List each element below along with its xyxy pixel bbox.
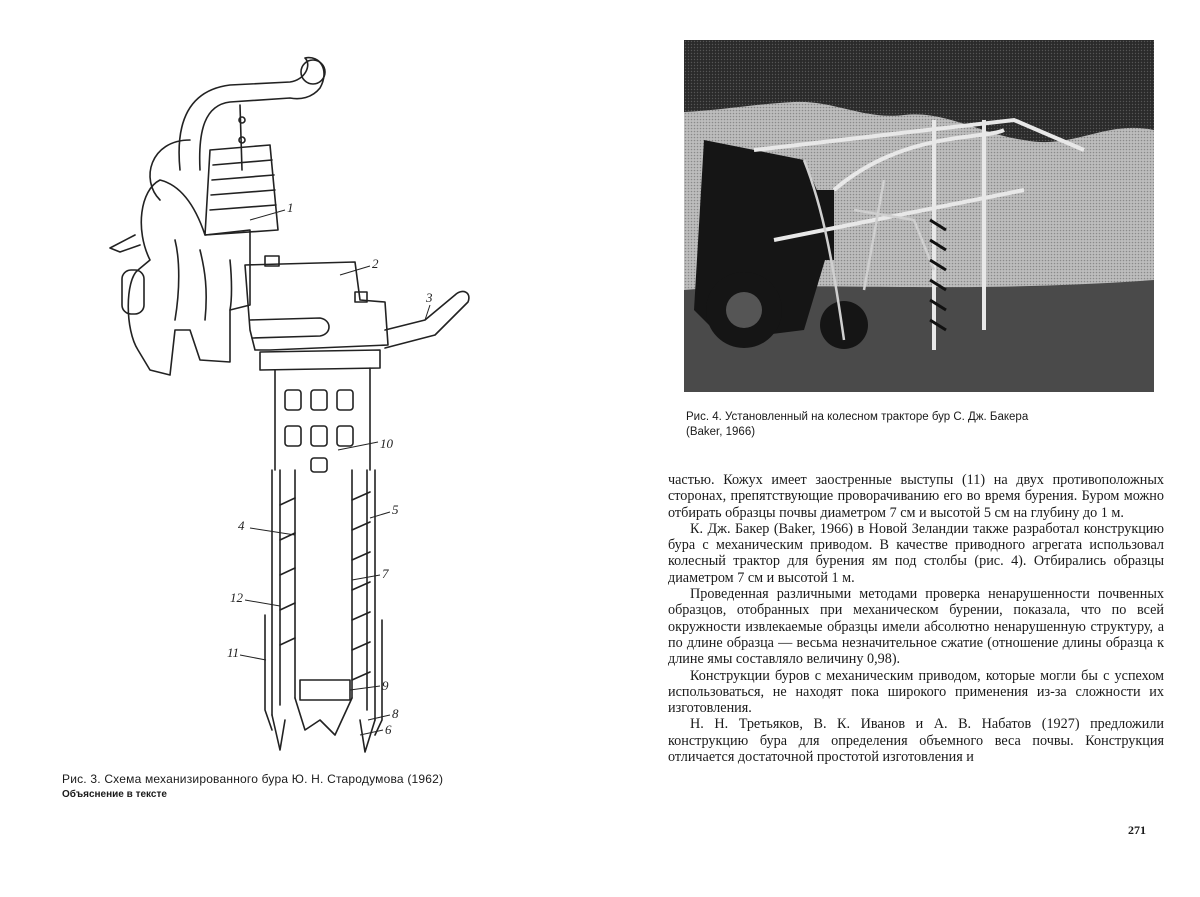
callout-2: 2 <box>372 256 379 271</box>
paragraph-3: Проведенная различными методами проверка ненарушенности почвенных образцов, отобранных при механическом бурении, показала, что по всей окружности извлекаемые образцы имели абсолютно ненарушенную структуру, а по длине образца — весьма незначительное сжатие (отношение длины образца к длине ямы составляло величину 0,98). <box>668 586 1164 668</box>
callout-6: 6 <box>385 722 392 737</box>
paragraph-1: частью. Кожух имеет заостренные выступы (11) на двух противоположных сторонах, препятствующие проворачиванию его во время бурения. Буром можно отбирать образцы почвы диаметром 7 см и высотой 5 см на глубину до 1 м. <box>668 472 1164 521</box>
handle-knob <box>301 60 325 84</box>
callout-9: 9 <box>382 678 389 693</box>
page-number: 271 <box>1128 823 1146 837</box>
callout-12: 12 <box>230 590 243 605</box>
figure-4-caption-line2: (Baker, 1966) <box>686 426 756 438</box>
callout-7: 7 <box>382 566 389 581</box>
callout-1: 1 <box>287 200 294 215</box>
paragraph-2: К. Дж. Бакер (Baker, 1966) в Новой Зеландии также разработал конструкцию бура с механическим приводом. В качестве приводного агрегата использовал колесный трактор для бурения ям под столбы (рис. 4). Отбирались образцы диаметром 7 см и высотой 1 м. <box>668 520 1164 586</box>
callout-8: 8 <box>392 706 399 721</box>
figure-3-caption-text: Рис. 3. Схема механизированного бура Ю. Н. Стародумова (1962) <box>62 772 444 786</box>
callout-10: 10 <box>380 436 393 451</box>
callout-labels <box>227 200 433 737</box>
top-handle <box>179 58 324 170</box>
callout-5: 5 <box>392 502 399 517</box>
figure-4-caption <box>686 410 1156 440</box>
callout-3: 3 <box>426 290 433 305</box>
body-text <box>668 472 1164 765</box>
auger-schematic-figure <box>80 30 520 770</box>
right-page <box>600 0 1200 897</box>
figure-4-caption-line1: Рис. 4. Установленный на колесном тракторе бур С. Дж. Бакера <box>686 411 1029 423</box>
outer-tube <box>275 368 370 470</box>
paragraph-5: Н. Н. Третьяков, В. К. Иванов и А. В. Набатов (1927) предложили конструкцию бура для определения объемного веса почвы. Конструкция отличается достаточной простотой изготовления и <box>668 716 1164 766</box>
tractor-auger-photo <box>684 40 1154 392</box>
paragraph-4: Конструкции буров с механическим приводом, которые могли бы с успехом использоваться, не находят пока широкого применения из-за сложности их изготовления. <box>668 667 1164 717</box>
cutter-teeth <box>272 715 375 752</box>
figure-3-caption-sub: Объяснение в тексте <box>62 789 167 800</box>
figure-3-caption <box>62 772 532 802</box>
callout-4: 4 <box>238 518 245 533</box>
sample-cylinder <box>300 680 350 700</box>
callout-11: 11 <box>227 645 240 660</box>
